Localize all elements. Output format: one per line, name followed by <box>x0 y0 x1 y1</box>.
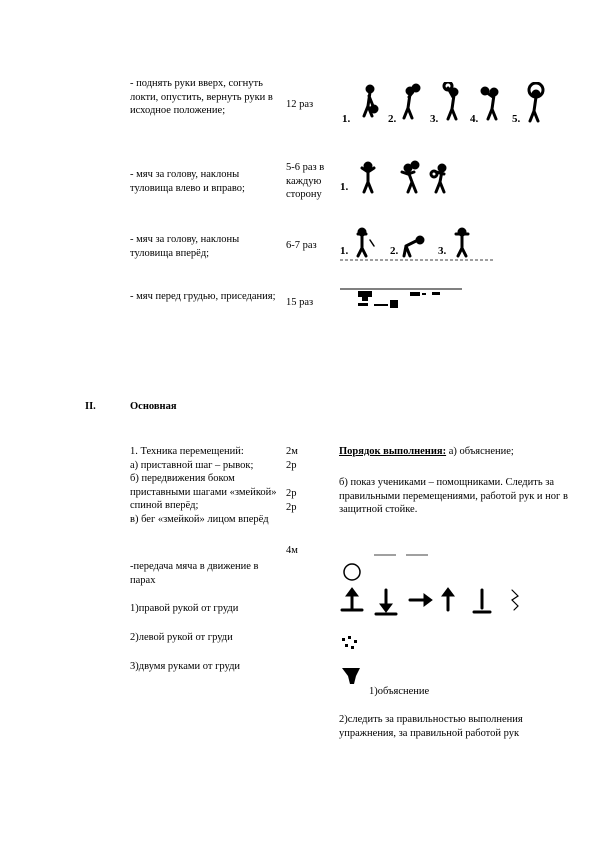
step-label: 3. <box>430 113 439 125</box>
step-label: 2. <box>390 245 399 257</box>
exercise-text-1: - поднять руки вверх, согнуть локти, опустить, вернуть руки в исходное положение; <box>130 78 273 116</box>
exercise-text-3: - мяч за голову, наклоны туловища вперёд; <box>130 234 240 259</box>
step-label: 2. <box>388 113 397 125</box>
player-circle-icon <box>344 564 360 580</box>
stick-figure <box>482 88 497 119</box>
stick-figure <box>529 83 543 121</box>
dose-2: 5-6 раз в каждую сторону <box>286 162 325 200</box>
note-2: 2)следить за правильностью выполнения упражнения, за правильной работой рук <box>339 714 523 739</box>
movement-diagram <box>336 550 536 685</box>
stick-figure <box>358 229 374 256</box>
section-title: Основная <box>130 401 177 412</box>
exercise-figure-4 <box>340 287 465 313</box>
technique-item: в) бег «змейкой» лицом вперёд <box>130 513 269 525</box>
arrow-up-icon <box>342 588 362 610</box>
technique-item: б) передвижения боком приставными шагами «змейкой» спиной вперёд; <box>130 473 277 511</box>
exercise-figure-3 <box>340 226 500 262</box>
step-label: 3. <box>438 245 447 257</box>
arrow-up-icon <box>442 588 454 610</box>
stick-figure <box>364 86 377 116</box>
note-1: 1)объяснение <box>369 686 430 697</box>
technique-title: 1. Техника перемещений: <box>130 446 244 457</box>
stick-figure <box>431 165 445 192</box>
stick-figure <box>404 237 423 256</box>
order-label: Порядок выполнения: <box>339 446 447 457</box>
dose: 2р <box>286 502 297 513</box>
ball-marks-icon <box>342 636 357 649</box>
exercise-text-2: - мяч за голову, наклоны туловища влево и вправо; <box>130 169 245 194</box>
arrow-right-icon <box>410 594 432 606</box>
player-shape-icon <box>342 668 360 684</box>
step-label: 1. <box>340 245 349 257</box>
dose: 2м <box>286 446 298 457</box>
arrow-down-icon <box>376 590 396 614</box>
dose-1: 12 раз <box>286 99 314 110</box>
pass-item: 1)правой рукой от груди <box>130 603 239 614</box>
technique-item: а) приставной шаг – рывок; <box>130 459 254 471</box>
dose: 4м <box>286 545 298 556</box>
arrow-down-icon <box>474 590 490 612</box>
exercise-text-4: - мяч перед грудью, приседания; <box>130 291 276 302</box>
order-a: а) объяснение; <box>448 446 514 457</box>
stick-figure <box>362 163 374 192</box>
stick-figure <box>456 229 468 256</box>
step-label: 1. <box>340 181 349 193</box>
dose-3: 6-7 раз <box>286 240 317 251</box>
exercise-figure-1 <box>340 82 555 128</box>
step-label: 1. <box>342 113 351 125</box>
pass-item: 3)двумя руками от груди <box>130 661 241 672</box>
step-label: 4. <box>470 113 479 125</box>
pass-item: 2)левой рукой от груди <box>130 632 233 643</box>
stick-figure <box>444 82 457 119</box>
dose: 2р <box>286 460 297 471</box>
dose: 2р <box>286 488 297 499</box>
pass-title: -передача мяча в движение в парах <box>130 561 259 586</box>
technique-block <box>130 445 280 526</box>
stick-figure <box>404 85 419 118</box>
zigzag-icon <box>512 590 518 610</box>
step-label: 5. <box>512 113 521 125</box>
exercise-figure-2 <box>340 160 470 196</box>
stick-figure <box>402 162 418 192</box>
dose-4: 15 раз <box>286 297 314 308</box>
order-line <box>339 445 589 459</box>
section-number: II. <box>85 401 96 412</box>
order-b: б) показ учениками – помощниками. Следить за правильными перемещениями, работой рук и ног в защитной стойке. <box>339 477 568 515</box>
